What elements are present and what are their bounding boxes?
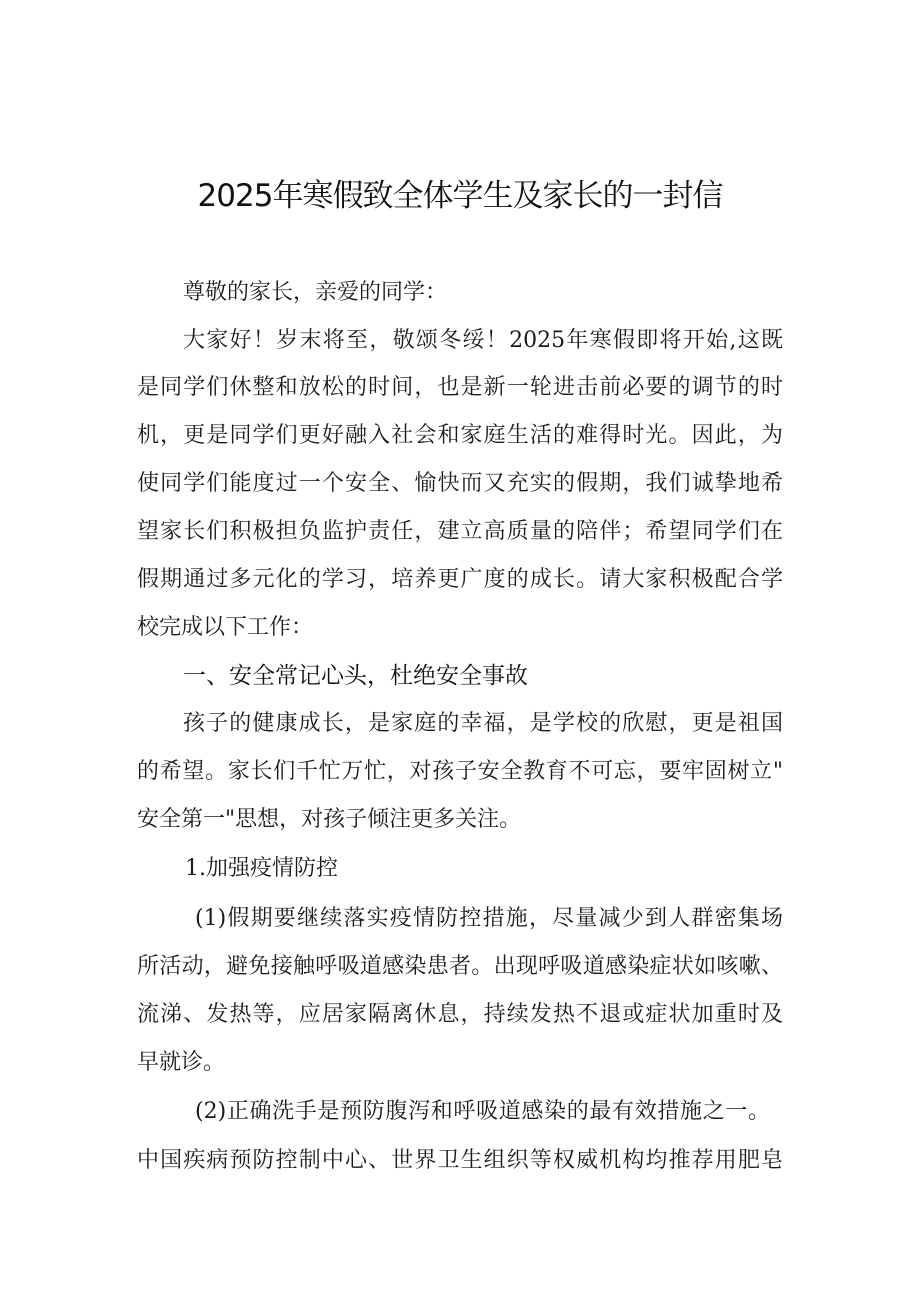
intro-line-1: 大家好！岁末将至，敬颂冬绥！2025年寒假即将开始,这既: [183, 328, 783, 353]
intro-line-7: 校完成以下工作：: [137, 615, 314, 640]
intro-line-6: 假期通过多元化的学习，培养更广度的成长。请大家积极配合学: [137, 567, 783, 592]
item-2-line-2: 中国疾病预防控制中心、世界卫生组织等权威机构均推荐用肥皂: [137, 1148, 783, 1173]
item-1-line-3: 流涕、发热等，应居家隔离休息，持续发热不退或症状加重时及: [137, 1002, 783, 1027]
section-1-heading: 一、安全常记心头，杜绝安全事故: [183, 663, 528, 689]
intro-line-3: 机，更是同学们更好融入社会和家庭生活的难得时光。因此，为: [137, 423, 783, 448]
section-1-line-3: 安全第一"思想，对孩子倾注更多关注。: [137, 807, 522, 832]
intro-line-5: 望家长们积极担负监护责任，建立高质量的陪伴；希望同学们在: [137, 519, 783, 544]
intro-line-2: 是同学们休整和放松的时间，也是新一轮进击前必要的调节的时: [137, 375, 783, 400]
intro-line-4: 使同学们能度过一个安全、愉快而又充实的假期，我们诚挚地希: [137, 471, 783, 496]
subsection-1-heading: 1.加强疫情防控: [185, 856, 338, 881]
document-title: 2025年寒假致全体学生及家长的一封信: [197, 178, 723, 214]
item-1-line-4: 早就诊。: [137, 1050, 226, 1075]
item-1-line-1: (1)假期要继续落实疫情防控措施，尽量减少到人群密集场: [195, 906, 783, 931]
section-1-line-2: 的希望。家长们千忙万忙，对孩子安全教育不可忘，要牢固树立": [137, 759, 783, 784]
item-1-line-2: 所活动，避免接触呼吸道感染患者。出现呼吸道感染症状如咳嗽、: [137, 954, 783, 979]
item-2-line-1: (2)正确洗手是预防腹泻和呼吸道感染的最有效措施之一。: [195, 1099, 770, 1124]
greeting: 尊敬的家长，亲爱的同学：: [183, 280, 448, 305]
section-1-line-1: 孩子的健康成长，是家庭的幸福，是学校的欣慰，更是祖国: [183, 711, 783, 736]
